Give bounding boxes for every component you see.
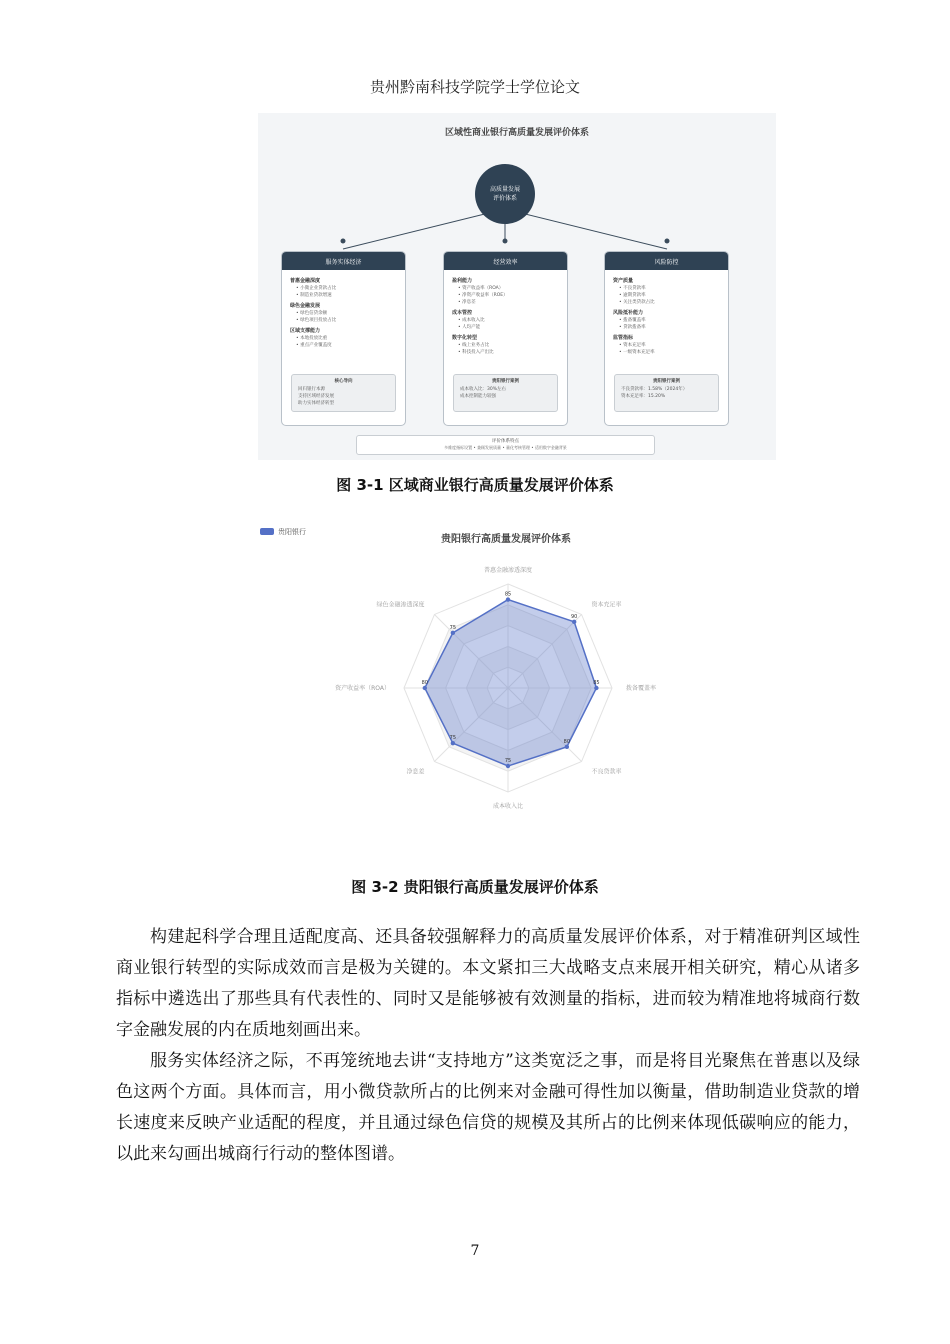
box-title: 核心导向 bbox=[334, 379, 353, 384]
box-line: 不良贷款率：1.58%（2024年） bbox=[621, 387, 688, 392]
group-item: • 制造业贷款增速 bbox=[296, 293, 332, 298]
radar-data-point bbox=[451, 741, 455, 745]
group-item: • 资产收益率（ROA） bbox=[458, 286, 504, 291]
radar-axis-label: 不良贷款率 bbox=[591, 768, 622, 776]
figure-radar-chart bbox=[254, 520, 704, 840]
radar-data-label: 85 bbox=[504, 591, 512, 598]
radar-axis-label: 拨备覆盖率 bbox=[626, 685, 657, 692]
column-risk-control bbox=[604, 251, 729, 426]
group-title: 资产质量 bbox=[613, 278, 634, 284]
paragraph: 服务实体经济之际，不再笼统地去讲“支持地方”这类宽泛之事，而是将目光聚焦在普惠以及绿色这两个方面。具体而言，用小微贷款所占的比例来对金融可得性加以衡量，借助制造业贷款的增长速度来反映产业适配的程度，并且通过绿色信贷的规模及其所占的比例来体现低碳响应的能力，以此来勾画出城商行行动的整体图谱。 bbox=[116, 1051, 860, 1164]
box-line: 成本收入比：30%左右 bbox=[460, 387, 507, 392]
box-title: 贵阳银行案例 bbox=[653, 379, 680, 384]
page-header: 贵州黔南科技学院学士学位论文 bbox=[369, 78, 580, 96]
group-item: • 科技投入产出比 bbox=[458, 350, 494, 355]
paragraph: 构建起科学合理且适配度高、还具备较强解释力的高质量发展评价体系，对于精准研判区域性商业银行转型的实际成效而言是极为关键的。本文紧扣三大战略支点来展开相关研究，精心从诸多指标中遴选出了那些具有代表性的、同时又是能够被有效测量的指标，进而较为精准地将城商行数字金融发展的内在质地刻画出来。 bbox=[116, 927, 860, 1040]
diagram-title: 区域性商业银行高质量发展评价体系 bbox=[444, 128, 589, 138]
radar-axis-label: 净息差 bbox=[406, 768, 425, 776]
radar-data-point bbox=[506, 597, 510, 601]
group-item: • 人均产能 bbox=[458, 325, 481, 330]
radar-chart bbox=[254, 520, 704, 840]
legend-swatch bbox=[260, 528, 274, 535]
chart-title: 贵阳银行高质量发展评价体系 bbox=[441, 534, 571, 545]
radar-axis-label: 成本收入比 bbox=[492, 803, 524, 810]
group-item: • 贷款拨备率 bbox=[619, 325, 646, 330]
root-label-line2: 评价体系 bbox=[492, 195, 517, 202]
group-title: 风险抵补能力 bbox=[613, 310, 644, 316]
radar-data-point bbox=[572, 620, 576, 624]
group-item: • 关注类贷款占比 bbox=[619, 300, 655, 305]
features-title: 评价体系特点 bbox=[492, 439, 519, 444]
radar-data-label: 85 bbox=[593, 680, 600, 686]
body-text bbox=[116, 922, 860, 1170]
group-item: • 绿色信贷余额 bbox=[296, 311, 328, 316]
box-line: 助力实体经济转型 bbox=[298, 401, 334, 406]
radar-data-point bbox=[594, 686, 598, 690]
legend-label: 贵阳银行 bbox=[278, 528, 306, 536]
radar-axis-label: 资本充足率 bbox=[591, 601, 622, 609]
group-title: 盈利能力 bbox=[452, 278, 473, 284]
box-line: 成本控制能力较强 bbox=[460, 394, 496, 399]
group-item: • 资本充足率 bbox=[619, 343, 646, 348]
group-item: • 重点产业覆盖度 bbox=[296, 343, 332, 348]
radar-axis-label: 普惠金融渗透深度 bbox=[483, 567, 533, 574]
radar-data-label: 80 bbox=[563, 738, 571, 745]
group-title: 监管指标 bbox=[613, 335, 634, 341]
radar-data-point bbox=[423, 686, 427, 690]
radar-data-point bbox=[451, 631, 455, 635]
group-title: 绿色金融发展 bbox=[290, 303, 321, 309]
figure2-caption: 图 3-2 贵阳银行高质量发展评价体系 bbox=[351, 878, 599, 896]
case-box bbox=[453, 374, 558, 412]
column-operating-efficiency bbox=[443, 251, 568, 426]
radar-axis-label: 绿色金融渗透深度 bbox=[376, 601, 425, 609]
column-header: 风险防控 bbox=[605, 252, 728, 270]
figure-evaluation-system-diagram bbox=[258, 113, 776, 460]
group-title: 成本管控 bbox=[452, 310, 473, 316]
group-title: 普惠金融深度 bbox=[290, 278, 321, 284]
group-item: • 一级资本充足率 bbox=[619, 350, 655, 355]
diagram-root-node bbox=[475, 164, 535, 224]
box-line: 资本充足率：15.20% bbox=[621, 394, 666, 399]
box-title: 贵阳银行案例 bbox=[492, 379, 519, 384]
box-line: 支持区域经济发展 bbox=[298, 394, 334, 399]
group-item: • 逾期贷款率 bbox=[619, 293, 646, 298]
group-title: 区域支撑能力 bbox=[290, 328, 321, 334]
group-item: • 拨备覆盖率 bbox=[619, 318, 646, 323]
features-box bbox=[356, 435, 655, 455]
group-item: • 小微企业贷款占比 bbox=[296, 286, 337, 291]
figure1-caption: 图 3-1 区域商业银行高质量发展评价体系 bbox=[336, 476, 614, 494]
group-item: • 净资产收益率（ROE） bbox=[458, 293, 508, 298]
column-header: 经营效率 bbox=[444, 252, 567, 270]
radar-data-label: 80 bbox=[421, 680, 428, 686]
group-item: • 绿色项目投放占比 bbox=[296, 318, 337, 323]
page-number: 7 bbox=[470, 1243, 480, 1259]
group-item: • 净息差 bbox=[458, 300, 476, 305]
radar-data-point bbox=[506, 764, 510, 768]
group-item: • 本地投放比重 bbox=[296, 336, 328, 341]
radar-axis-label: 资产收益率（ROA） bbox=[335, 685, 390, 692]
features-text: 多维度指标设置 • 兼顾发展质量 • 量化考核管理 • 适用数字金融背景 bbox=[444, 445, 567, 450]
group-item: • 不良贷款率 bbox=[619, 286, 646, 291]
group-title: 数字化转型 bbox=[452, 335, 478, 341]
root-label-line1: 高质量发展 bbox=[489, 186, 520, 193]
radar-data-label: 90 bbox=[570, 613, 578, 620]
group-item: • 成本收入比 bbox=[458, 318, 485, 323]
group-item: • 线上业务占比 bbox=[458, 343, 490, 348]
core-orientation-box bbox=[291, 374, 396, 412]
column-header: 服务实体经济 bbox=[282, 252, 405, 270]
column-service-real-economy bbox=[281, 251, 406, 426]
radar-data-label: 75 bbox=[449, 735, 457, 742]
radar-data-label: 75 bbox=[449, 624, 457, 631]
box-line: 回归银行本源 bbox=[298, 387, 325, 392]
case-box bbox=[614, 374, 719, 412]
radar-data-point bbox=[565, 745, 569, 749]
radar-data-label: 75 bbox=[504, 758, 512, 764]
